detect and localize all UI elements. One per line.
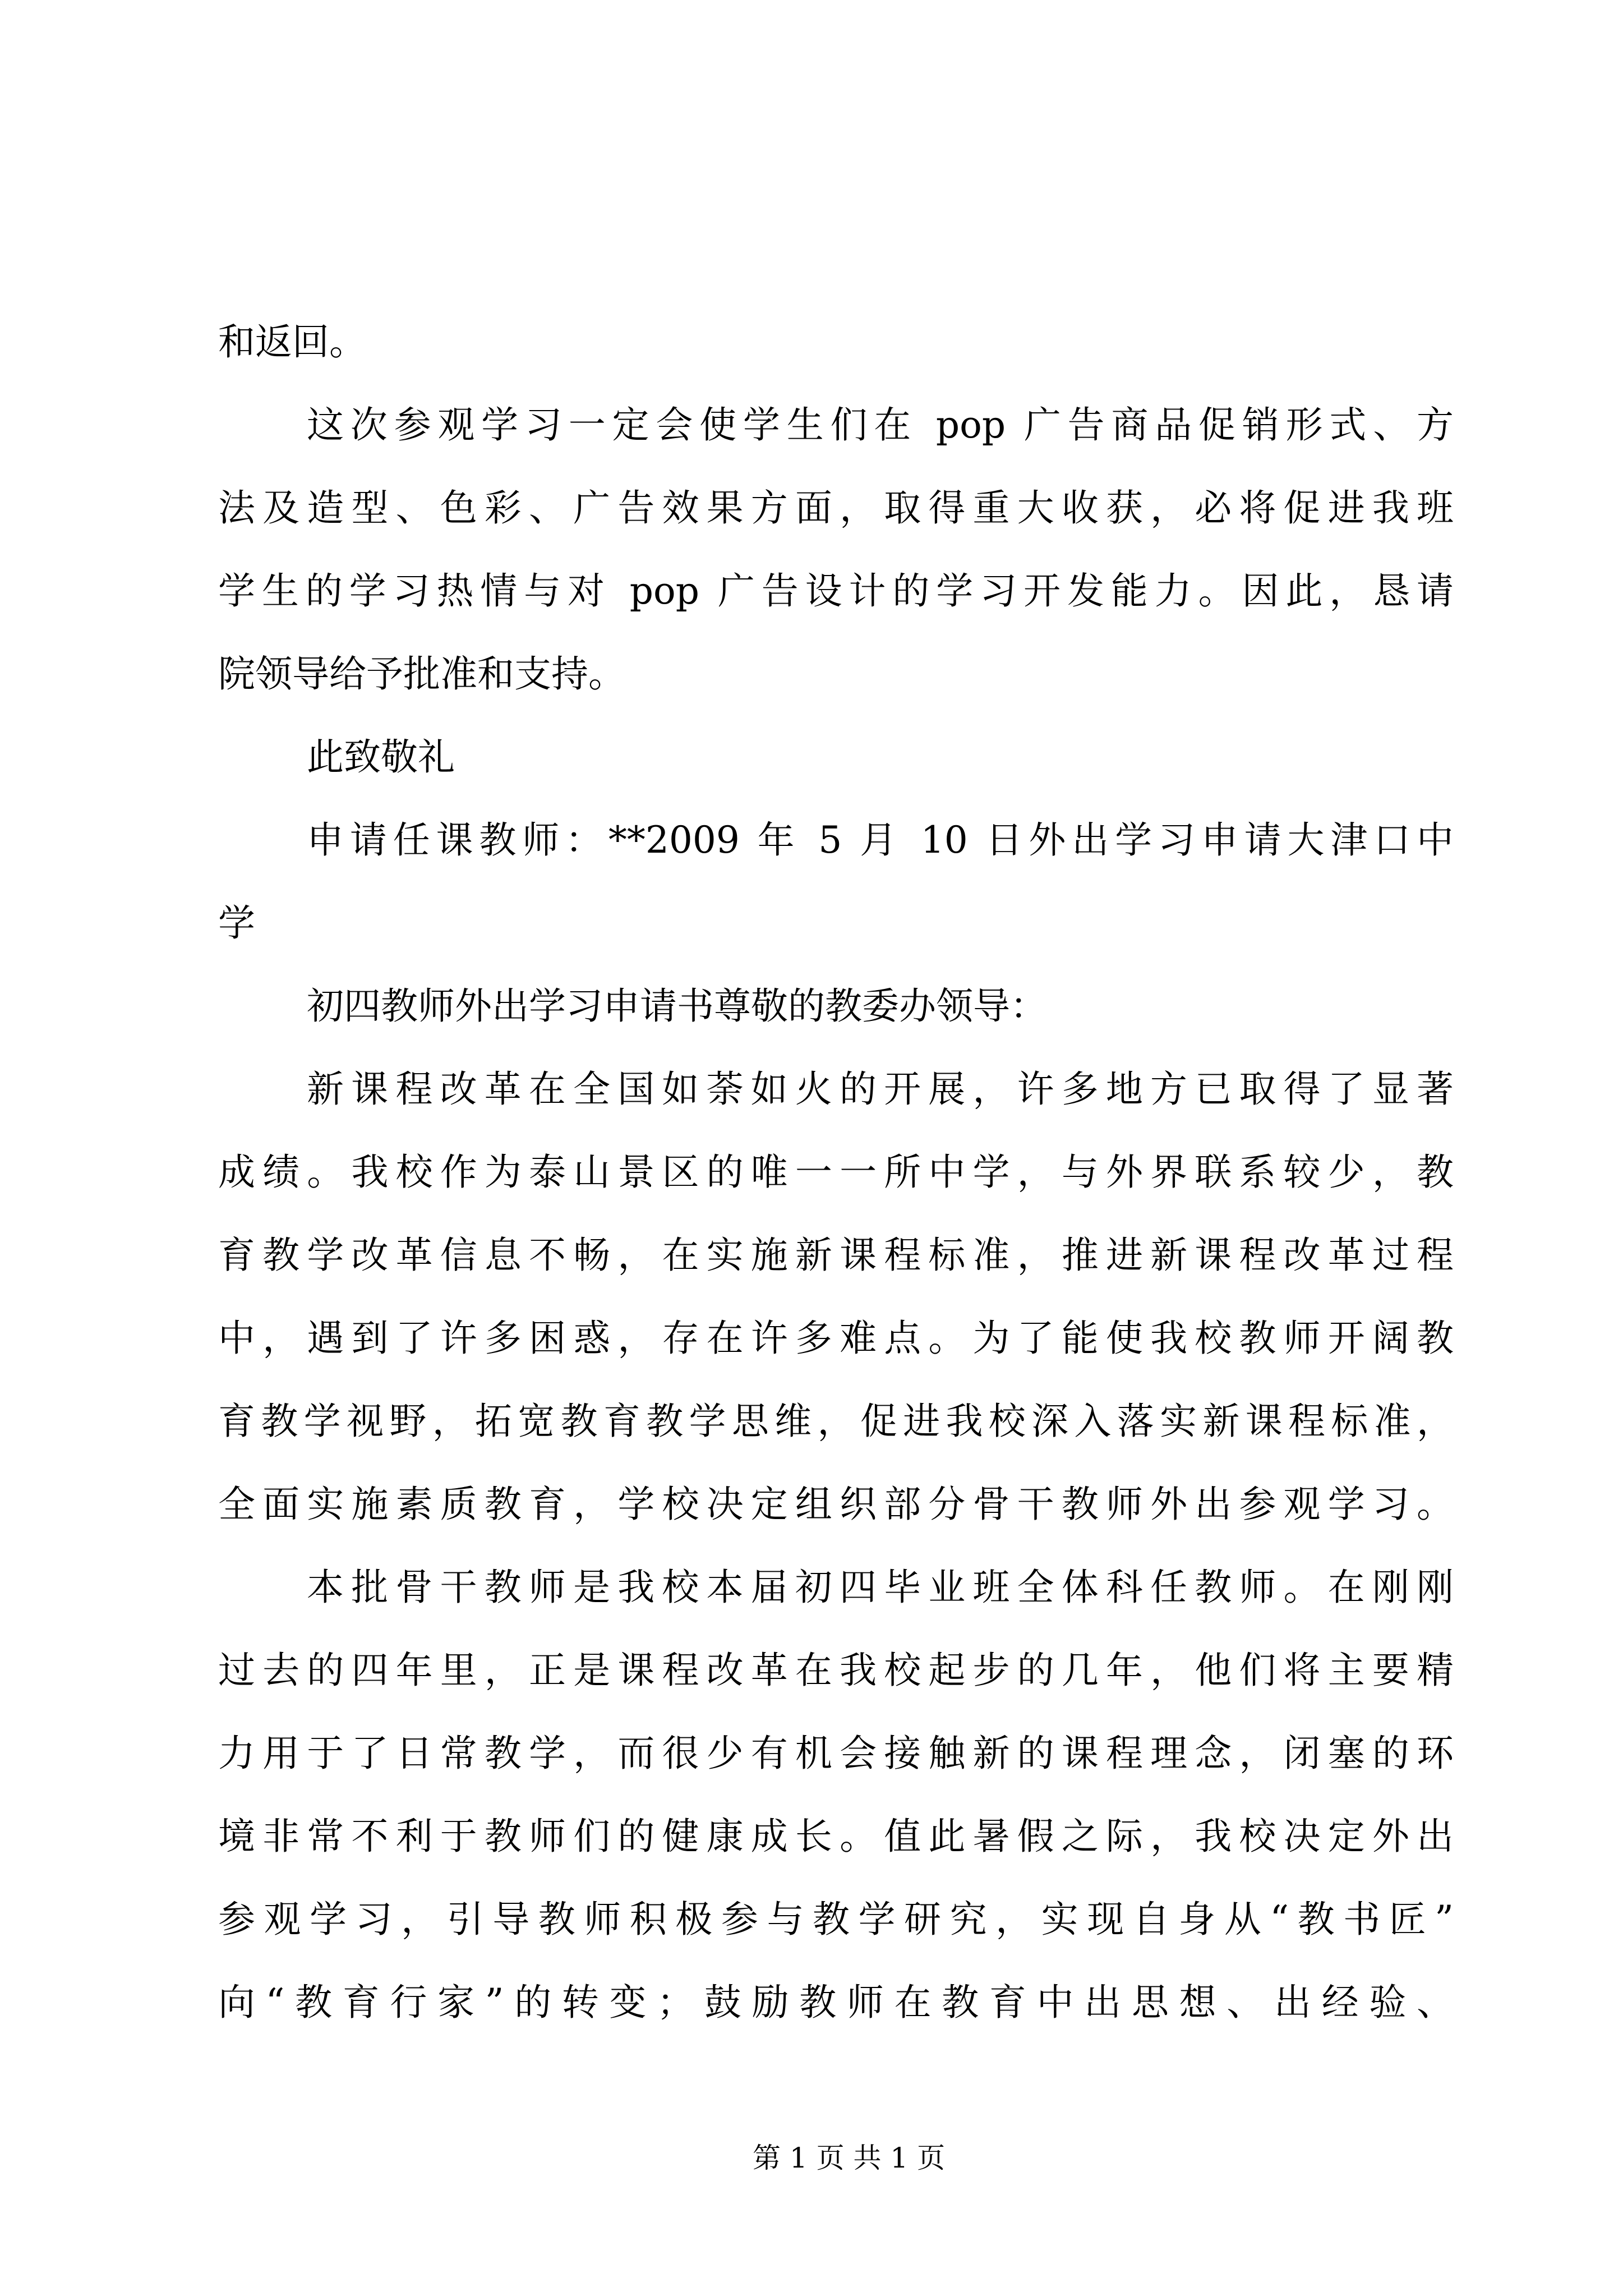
text-line: 育教学改革信息不畅，在实施新课程标准，推进新课程改革过程 bbox=[218, 1234, 1454, 1277]
text-line: 参观学习，引导教师积极参与教学研究，实现自身从“教书匠” bbox=[218, 1898, 1454, 1941]
text-line: 和返回。 bbox=[218, 320, 366, 364]
text-line: 境非常不利于教师们的健康成长。值此暑假之际，我校决定外出 bbox=[218, 1815, 1454, 1858]
text-line: 院领导给予批准和支持。 bbox=[218, 652, 625, 696]
text-line: 这次参观学习一定会使学生们在 pop 广告商品促销形式、方 bbox=[307, 403, 1454, 447]
page-number-footer: 第 1 页 共 1 页 bbox=[753, 2142, 946, 2174]
text-line: 新课程改革在全国如荼如火的开展，许多地方已取得了显著 bbox=[307, 1068, 1454, 1111]
text-line: 成绩。我校作为泰山景区的唯一一所中学，与外界联系较少，教 bbox=[218, 1151, 1454, 1194]
text-line: 育教学视野，拓宽教育教学思维，促进我校深入落实新课程标准， bbox=[218, 1400, 1454, 1443]
text-line: 此致敬礼 bbox=[307, 735, 455, 779]
text-line: 向“教育行家”的转变；鼓励教师在教育中出思想、出经验、 bbox=[218, 1981, 1454, 2024]
text-line: 初四教师外出学习申请书尊敬的教委办领导： bbox=[307, 984, 1047, 1028]
text-line: 力用于了日常教学，而很少有机会接触新的课程理念，闭塞的环 bbox=[218, 1732, 1454, 1775]
text-line: 申请任课教师：**2009 年 5 月 10 日外出学习申请大津口中 bbox=[307, 818, 1454, 862]
text-line: 学 bbox=[218, 901, 255, 945]
text-line: 全面实施素质教育，学校决定组织部分骨干教师外出参观学习。 bbox=[218, 1483, 1454, 1526]
text-line: 过去的四年里，正是课程改革在我校起步的几年，他们将主要精 bbox=[218, 1649, 1454, 1692]
text-line: 学生的学习热情与对 pop 广告设计的学习开发能力。因此，恳请 bbox=[218, 569, 1454, 613]
text-line: 法及造型、色彩、广告效果方面，取得重大收获，必将促进我班 bbox=[218, 486, 1454, 530]
document-body bbox=[218, 301, 1454, 2044]
text-line: 本批骨干教师是我校本届初四毕业班全体科任教师。在刚刚 bbox=[307, 1566, 1454, 1609]
text-line: 中，遇到了许多困惑，存在许多难点。为了能使我校教师开阔教 bbox=[218, 1317, 1454, 1360]
